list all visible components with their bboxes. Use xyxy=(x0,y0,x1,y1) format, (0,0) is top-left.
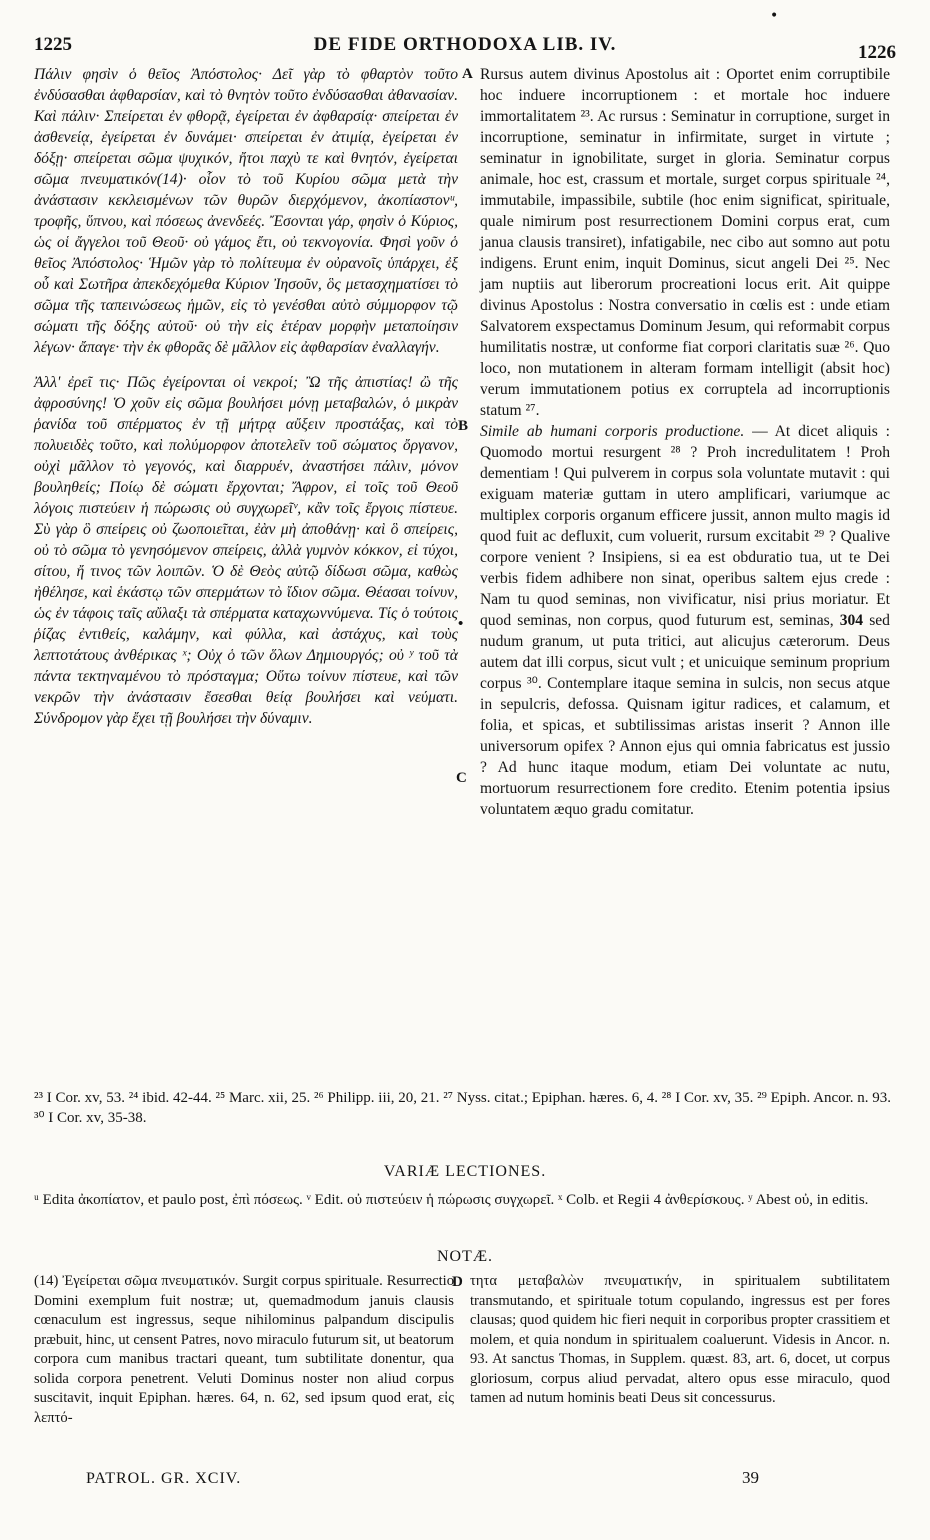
footnotes: ²³ I Cor. xv, 53. ²⁴ ibid. 42-44. ²⁵ Marc. xii, 25. ²⁶ Philipp. iii, 20, 21. ²⁷ Nyss. citat.; Epiphan. hæres. 6, 4. ²⁸ I Cor. xv, 35. ²⁹ Epiph. Ancor. n. 93. ³⁰ I Cor. xv, 35-38. xyxy=(34,1090,892,1126)
marginal-bullet: • xyxy=(458,616,464,632)
right-column-number: 1226 xyxy=(858,42,896,63)
notae-right-column: τητα μεταβαλὼν πνευματικήν, in spiritualem subtilitatem transmutando, et spirituale totum copulando, ingressus est per fores clausas; quod quidem hic fieri nequit in corporibus propter crassitiem et molem, et quia nondum in spiritualem coaluerunt. Videsis in Ancor. n. 93. At sanctus Thomas, in Supplem. quæst. 83, art. 6, docet, ut corpus gloriosum, corpus aliud pervadat, altero opus esse miraculo, quod tamen ad nutum hominis beati Deus sit concessurus. xyxy=(470,1273,890,1406)
signature-number: 39 xyxy=(742,1468,759,1487)
greek-paragraph-2: Ἀλλ' ἐρεῖ τις· Πῶς ἐγείρονται οἱ νεκροί; Ὢ τῆς ἀπιστίας! ὢ τῆς ἀφροσύνης! Ὁ χοῦν εἰς σῶμα βουλήσει μόνῃ μεταβαλών, ὁ μικρὰν ῥανίδα τοῦ σπέρματος ἐν τῇ μήτρᾳ αὔξειν προστάξας, καὶ τὸ πολυειδὲς τοῦτο, καὶ πολύμορφον ἀποτελεῖν τοῦ σώματος ὄργανον, οὐχὶ μᾶλλον τὸ γεγονός, καὶ διαρρυέν, ἀναστήσει πάλιν, μόνον βουληθείς; Ποίῳ δὲ σώματι ἔρχονται; Ἄφρον, εἰ τοῖς τοῦ Θεοῦ λόγοις πιστεύειν ἡ πώρωσις οὐ συγχωρεῖᵛ, κἂν τοῖς ἔργοις πίστευε. Σὺ γὰρ ὃ σπείρεις οὐ ζωοποιεῖται, ἐὰν μὴ ἀποθάνῃ· καὶ ὃ σπείρεις, οὐ τὸ σῶμα τὸ γενησόμενον σπείρεις, ἀλλὰ γυμνὸν κόκκον, εἰ τύχοι, σίτου, ἤ τινος τῶν λοιπῶν. Ὁ δὲ Θεὸς αὐτῷ δίδωσι σῶμα, καθὼς ἠθέλησε, καὶ ἑκάστῳ τῶν σπερμάτων τὸ ἴδιον σῶμα. Θέασαι τοίνυν, ὡς ἐν τάφοις ταῖς αὔλαξι τὰ σπέρματα καταχωννύμενα. Τίς ὁ τούτοις ῥίζας ἐντιθείς, καλάμην, καὶ φύλλα, καὶ ἀστάχυς, καὶ τοὺς λεπτοτάτους ἀνθέρικας ˣ; Οὐχ ὁ τῶν ὅλων Δημιουργός; οὐ ʸ τοῦ τὰ πάντα τεκτηναμένου τὸ πρόσταγμα; Οὕτω τοίνυν πίστευε, καὶ τῶν νεκρῶν τὴν ἀνάστασιν ἔσεσθαι θείᾳ βουλήσει καὶ νεύματι. Σύνδρομον γὰρ ἔχει τῇ βουλήσει τὴν δύναμιν. xyxy=(34,374,458,727)
latin-paragraph-2: — At dicet aliquis : Quomodo mortui resurgent ²⁸ ? Proh incredulitatem ! Proh dementiam ! Qui pulverem in corpus sola voluntate mutavit : qui exiguam materiæ guttam in utero amplificari, variumque ac multiplex corporis organum efficere jussit, annon multo magis id quod fuit ac defluxit, cum voluerit, rursum excitabit ²⁹ ? Qualive corpore venient ? Insipiens, si ea est obduratio tua, ut te Dei verbis fidem adhibere non sinat, operibus saltem ejus crede : Nam tu quod seminas, non vivificatur, nisi prius moriatur. Et quod seminas, non corpus, quod futurum est, seminas, xyxy=(480,423,890,629)
running-title: DE FIDE ORTHODOXA LIB. IV. xyxy=(313,34,617,55)
notae-left-column: (14) Ἐγείρεται σῶμα πνευματικόν. Surgit corpus spirituale. Resurrectio Domini exemplum fuit nostræ; ut, quemadmodum januis clausis cœnaculum est ingressus, seque nihilominus palpandum discipulis præbuit, hinc, ut censent Patres, novo miraculo futurum sit, ut beatorum corpora cum manibus tractari queant, tum subtilitate donentur, qua solida corpora penetrent. Veluti Dominus noster non aliud corpus suscitavit, inquit Epiphan. hæres. 64, n. 62, sed ipsum quod erat, εἰς λεπτό- xyxy=(34,1273,454,1426)
paragraph-gap xyxy=(34,358,458,372)
marginal-letter-a: A xyxy=(462,66,473,82)
section-heading: Simile ab humani corporis productione. xyxy=(480,423,745,440)
variae-lectiones-text: ᵘ Edita ἀκοπίατον, et paulo post, ἐπὶ πόσεως. ᵛ Edit. οὐ πιστεύειν ἡ πώρωσις συγχωρεῖ. ˣ Colb. et Regii 4 ἀνθερίσκους. ʸ Abest οὐ, in editis. xyxy=(34,1192,869,1208)
notae-heading: NOTÆ. xyxy=(436,1248,494,1265)
signature-mark: PATROL. GR. XCIV. xyxy=(86,1470,242,1487)
latin-paragraph-1: Rursus autem divinus Apostolus ait : Oportet enim corruptibile hoc induere incorruptionem : et mortale hoc induere immortalitatem ²³. Ac rursus : Seminatur in corruptione, surget in incorruptione, seminatur in infirmitate, surget in virtute ; seminatur in ignobilitate, surget in gloria. Seminatur corpus animale, hoc est, crassum et mortale, surget corpus spirituale ²⁴, immutabile, impassibile, subtile (hoc enim significat, spirituale, quale nimirum post resurrectionem Domini corpus erat, cum janua clausis transiret), infatigabile, nec cibo aut somno aut potu indigens. Erunt enim, inquit Dominus, sicut angeli Dei ²⁵. Nec jam nuptiis aut liberorum procreationi locus erit. Ait quippe divinus Apostolus : Nostra conversatio in cœlis est : unde etiam Salvatorem exspectamus Dominum Jesum, qui reformabit corpus humilitatis nostræ, ut conforme fiat corpori claritatis suæ ²⁶. Quo loco, non mutationem in alteram formam intelligit (absit hoc) verum immutationem potius ex corruptela ad incorruptionis statum ²⁷. xyxy=(480,66,890,419)
latin-paragraph-2-end: sed nudum granum, ut puta tritici, aut alicujus cæterorum. Deus autem dat illi corpus, sicut vult ; et unicuique seminum proprium corpus ³⁰. Contemplare itaque semina in sulcis, non secus atque in sepulcris, defossa. Quisnam igitur radices, et calamum, et folia, et spicas, et subtilissimas aristas inserit ? Annon ille universorum opifex ? Annon ejus qui omnia fabricatus est jussio ? Ad hunc itaque modum, etiam Dei voluntate ac nutu, mortuorum resurrectionem fore credito. Etenim potentia ipsius voluntatem æquo gradu comitatur. xyxy=(480,612,890,818)
latin-column xyxy=(480,64,890,1082)
left-column-number: 1225 xyxy=(34,34,72,55)
marginal-letter-b: B xyxy=(458,418,469,434)
greek-paragraph-1: Πάλιν φησὶν ὁ θεῖος Ἀπόστολος· Δεῖ γὰρ τὸ φθαρτὸν τοῦτο ἐνδύσασθαι ἀφθαρσίαν, καὶ τὸ θνητὸν τοῦτο ἐνδύσασθαι ἀθανασίαν. Καὶ πάλιν· Σπείρεται ἐν φθορᾷ, ἐγείρεται ἐν ἀφθαρσίᾳ· σπείρεται ἐν ἀσθενείᾳ, ἐγείρεται ἐν δυνάμει· σπείρεται ἐν ἀτιμίᾳ, ἐγείρεται ἐν δόξῃ· σπείρεται σῶμα ψυχικόν, ἤτοι παχὺ τε καὶ θνητόν, ἐγείρεται σῶμα πνευματικόν(14)· οἷον τὸ τοῦ Κυρίου σῶμα μετὰ τὴν ἀνάστασιν κεκλεισμένων τῶν θυρῶν διερχόμενον, ἀκοπίαστονᵘ, τροφῆς, ὕπνου, καὶ πόσεως ἀνενδεές. Ἔσονται γάρ, φησὶν ὁ Κύριος, ὡς οἱ ἄγγελοι τοῦ Θεοῦ· οὐ γάμος ἔτι, οὐ τεκνογονία. Φησὶ γοῦν ὁ θεῖος Ἀπόστολος· Ἡμῶν γὰρ τὸ πολίτευμα ἐν οὐρανοῖς ὑπάρχει, ἐξ οὗ καὶ Σωτῆρα ἀπεκδεχόμεθα Κύριον Ἰησοῦν, ὃς μετασχηματίσει τὸ σῶμα τῆς ταπεινώσεως ἡμῶν, εἰς τὸ γενέσθαι αὐτὸ σύμμορφον τῷ σώματι τῆς δόξης αὐτοῦ· οὐ τὴν εἰς ἑτέραν μορφὴν μεταποίησιν λέγων· ἄπαγε· τὴν ἐκ φθορᾶς δὲ μᾶλλον εἰς ἀφθαρσίαν ἐναλλαγήν. xyxy=(34,66,458,356)
greek-column xyxy=(34,64,458,1082)
inline-page-number: 304 xyxy=(839,612,864,629)
page-header xyxy=(30,34,900,64)
marginal-letter-d: D xyxy=(452,1274,463,1290)
variae-lectiones-heading: VARIÆ LECTIONES. xyxy=(383,1163,547,1180)
marginal-letter-c: C xyxy=(456,770,467,786)
stray-mark: • xyxy=(770,8,779,24)
